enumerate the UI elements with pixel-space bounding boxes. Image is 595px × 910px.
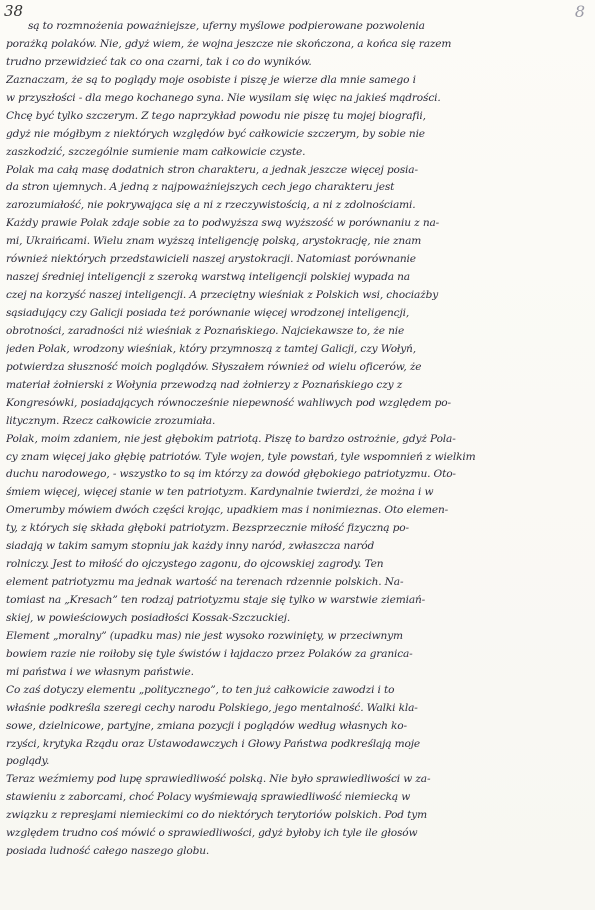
text-line: czej na korzyść naszej inteligencji. A przeciętny wieśniak z Polskich wsi, chociażby bbox=[6, 289, 439, 302]
text-line: Omerumby mówiem dwóch części krojąc, upadkiem mas i nonimieznas. Oto elemen- bbox=[6, 504, 449, 517]
text-line: śmiem więcej, więcej stanie w ten patriotyzm. Kardynalnie twierdzi, że można i w bbox=[6, 486, 434, 499]
text-line: duchu narodowego, - wszystko to są im którzy za dowód głębokiego patriotyzmu. Oto- bbox=[6, 468, 456, 481]
text-line: Każdy prawie Polak zdaje sobie za to podwyższa swą wyższość w porównaniu z na- bbox=[6, 217, 440, 230]
handwritten-text-body bbox=[6, 18, 590, 861]
text-line: Chcę być tylko szczerym. Z tego naprzykład powodu nie piszę tu mojej biografii, bbox=[6, 109, 426, 122]
text-line: w przyszłości - dla mego kochanego syna. Nie wysilam się więc na jakieś mądrości. bbox=[6, 91, 441, 104]
text-line: cy znam więcej jako głębię patriotów. Tyle wojen, tyle powstań, tyle wspomnień z wielkim bbox=[6, 450, 476, 463]
text-line: potwierdza słuszność moich poglądów. Słyszałem również od wielu oficerów, że bbox=[6, 360, 422, 373]
text-line: Teraz weźmiemy pod lupę sprawiedliwość polską. Nie było sprawiedliwości w za- bbox=[6, 773, 431, 786]
text-line: siadają w takim samym stopniu jak każdy inny naród, zwłaszcza naród bbox=[6, 540, 375, 553]
text-line: są to rozmnożenia poważniejsze, uferny myślowe podpierowane pozwolenia bbox=[28, 20, 425, 32]
text-line: mi, Ukraińcami. Wielu znam wyższą inteligencję polską, arystokrację, nie znam bbox=[6, 235, 422, 248]
text-line: ty, z których się składa głęboki patriotyzm. Bezsprzecznie miłość fizyczną po- bbox=[6, 522, 409, 535]
text-line: jeden Polak, wrodzony wieśniak, który przymnoszą z tamtej Galicji, czy Wołyń, bbox=[6, 342, 416, 355]
text-line: da stron ujemnych. A jedną z najpoważniejszych cech jego charakteru jest bbox=[6, 181, 395, 194]
text-line: rolniczy. Jest to miłość do ojczystego zagonu, do ojcowskiej zagrody. Ten bbox=[6, 558, 384, 571]
page-number-right: 8 bbox=[574, 2, 585, 21]
text-line: naszej średniej inteligencji z szeroką warstwą inteligencji polskiej wypada na bbox=[6, 271, 410, 284]
text-line: Co zaś dotyczy elementu „politycznego”, to ten już całkowicie zawodzi i to bbox=[6, 683, 395, 696]
text-line: litycznym. Rzecz całkowicie zrozumiała. bbox=[6, 414, 216, 427]
text-line: Polak, moim zdaniem, nie jest głębokim patriotą. Piszę to bardzo ostrożnie, gdyż Pola- bbox=[6, 432, 456, 445]
text-line: materiał żołnierski z Wołynia przewodzą nad żołnierzy z Poznańskiego czy z bbox=[6, 378, 403, 391]
text-line: gdyż nie mógłbym z niektórych względów być całkowicie szczerym, by sobie nie bbox=[6, 127, 425, 140]
text-line: Kongresówki, posiadających równocześnie niepewność wahliwych pod względem po- bbox=[6, 396, 451, 409]
text-line: obrotności, zaradności niż wieśniak z Poznańskiego. Najciekawsze to, że nie bbox=[6, 324, 405, 337]
text-line: element patriotyzmu ma jednak wartość na terenach rdzennie polskich. Na- bbox=[6, 576, 404, 589]
text-line: porażką polaków. Nie, gdyż wiem, że wojna jeszcze nie skończona, a końca się razem bbox=[6, 37, 452, 50]
text-line: poglądy. bbox=[6, 755, 50, 768]
page-number-left: 38 bbox=[4, 2, 24, 20]
text-line: rzyści, krytyka Rządu oraz Ustawodawczych i Głowy Państwa podkreślają moje bbox=[6, 737, 421, 750]
text-line: zarozumiałość, nie pokrywająca się a ni z rzeczywistością, a ni z zdolnościami. bbox=[6, 199, 416, 212]
text-line: mi państwa i we własnym państwie. bbox=[6, 665, 194, 678]
text-line: trudno przewidzieć tak co ona czarni, tak i co do wyników. bbox=[6, 55, 312, 68]
text-line: Polak ma całą masę dodatnich stron charakteru, a jednak jeszcze więcej posia- bbox=[6, 163, 418, 176]
text-line: również niektórych przedstawicieli naszej arystokracji. Natomiast porównanie bbox=[6, 253, 416, 266]
text-line: tomiast na „Kresach” ten rodzaj patriotyzmu staje się tylko w warstwie ziemiań- bbox=[6, 594, 426, 606]
text-line: bowiem razie nie roiłoby się tyle świstów i łajdaczo przez Polaków za granica- bbox=[6, 647, 413, 660]
text-line: względem trudno coś mówić o sprawiedliwości, gdyż byłoby ich tyle ile głosów bbox=[6, 827, 418, 840]
text-line: zaszkodzić, szczególnie sumienie mam całkowicie czyste. bbox=[6, 145, 306, 158]
text-line: Element „moralny” (upadku mas) nie jest wysoko rozwinięty, w przeciwnym bbox=[6, 629, 403, 642]
text-line: sowe, dzielnicowe, partyjne, zmiana pozycji i poglądów według własnych ko- bbox=[6, 719, 407, 732]
text-line: posiada ludność całego naszego globu. bbox=[6, 845, 210, 858]
text-line: stawieniu z zaborcami, choć Polacy wyśmiewają sprawiedliwość niemiecką w bbox=[6, 791, 411, 804]
text-line: Zaznaczam, że są to poglądy moje osobiste i piszę je wierze dla mnie samego i bbox=[6, 73, 416, 86]
text-line: sąsiadujący czy Galicji posiada też porównanie więcej wrodzonej inteligencji, bbox=[6, 307, 410, 319]
text-line: związku z represjami niemieckimi co do niektórych terytoriów polskich. Pod tym bbox=[6, 809, 427, 822]
text-line: właśnie podkreśla szeregi cechy narodu Polskiego, jego mentalność. Walki kla- bbox=[6, 701, 418, 714]
text-line: skiej, w powieściowych posiadłości Kossak-Szczuckiej. bbox=[6, 611, 291, 624]
